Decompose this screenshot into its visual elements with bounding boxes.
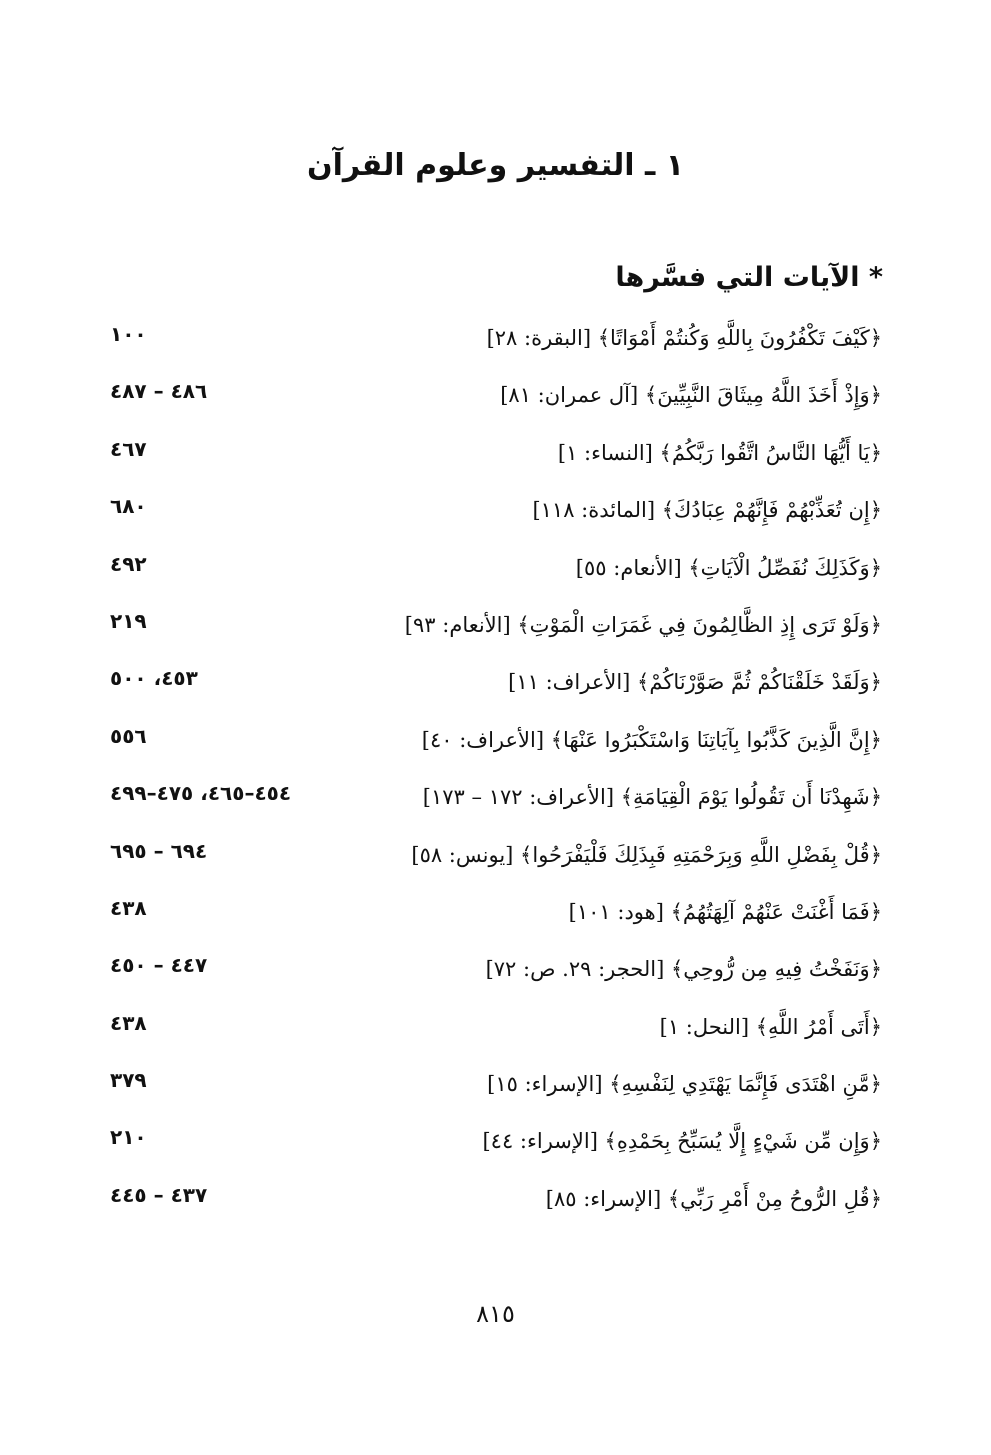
index-row	[110, 552, 882, 609]
page-references: ٤٤٧ – ٤٥٠	[110, 953, 208, 978]
page-references: ٤٩٢	[110, 551, 147, 576]
verse-entry: ﴿كَيْفَ تَكْفُرُونَ بِاللَّهِ وَكُنتُمْ أَمْوَاتًا﴾ [البقرة: ٢٨]	[486, 326, 882, 350]
page-number: ٨١٥	[476, 1300, 515, 1328]
page-references: ٤٥٣، ٥٠٠	[110, 666, 198, 691]
page-references: ٤٣٨	[110, 1010, 147, 1035]
index-row	[110, 437, 882, 494]
index-row	[110, 494, 882, 551]
verse-entry: ﴿قُلِ الرُّوحُ مِنْ أَمْرِ رَبِّي﴾ [الإسراء: ٨٥]	[545, 1186, 882, 1211]
page-references: ٢١٩	[110, 608, 147, 633]
page-references: ٤٨٦ – ٤٨٧	[110, 379, 208, 404]
index-row	[110, 1068, 882, 1125]
index-row	[110, 1125, 882, 1182]
page-references: ٥٥٦	[110, 723, 147, 748]
verse-entry: ﴿وَلَوْ تَرَى إِذِ الظَّالِمُونَ فِي غَمَرَاتِ الْمَوْتِ﴾ [الأنعام: ٩٣]	[404, 612, 882, 637]
verse-entry: ﴿وَكَذَلِكَ نُفَصِّلُ الْآيَاتِ﴾ [الأنعام: ٥٥]	[575, 555, 882, 580]
verse-entry: ﴿أَتَى أَمْرُ اللَّهِ﴾ [النحل: ١]	[659, 1014, 882, 1039]
page-references: ٤٣٧ – ٤٤٥	[110, 1182, 208, 1207]
page-references: ٦٨٠	[110, 494, 147, 519]
page-references: ١٠٠	[110, 322, 147, 346]
index-row	[110, 839, 882, 896]
page-references: ٤٣٨	[110, 895, 147, 920]
verse-entry: ﴿قُلْ بِفَضْلِ اللَّهِ وَبِرَحْمَتِهِ فَبِذَلِكَ فَلْيَفْرَحُوا﴾ [يونس: ٥٨]	[411, 842, 882, 867]
index-row	[110, 322, 882, 379]
verse-entry: ﴿وَإِن مِّن شَيْءٍ إِلَّا يُسَبِّحُ بِحَمْدِهِ﴾ [الإسراء: ٤٤]	[482, 1129, 882, 1154]
verse-entry: ﴿مَّنِ اهْتَدَى فَإِنَّمَا يَهْتَدِي لِنَفْسِهِ﴾ [الإسراء: ١٥]	[487, 1072, 882, 1097]
index-row	[110, 896, 882, 953]
page-references: ٣٧٩	[110, 1068, 147, 1093]
section-heading: * الآيات التي فسَّرها	[615, 262, 883, 293]
verse-entry: ﴿وَنَفَخْتُ فِيهِ مِن رُّوحِي﴾ [الحجر: ٢٩. ص: ٧٢]	[485, 957, 882, 982]
verse-entry: ﴿وَإِذْ أَخَذَ اللَّهُ مِيثَاقَ النَّبِيِّينَ﴾ [آل عمران: ٨١]	[500, 383, 882, 408]
chapter-title: ١ ـ التفسير وعلوم القرآن	[306, 148, 685, 183]
verse-entry: ﴿يَا أَيُّهَا النَّاسُ اتَّقُوا رَبَّكُمُ﴾ [النساء: ١]	[557, 440, 882, 465]
index-row	[110, 953, 882, 1010]
index-row	[110, 1011, 882, 1068]
index-row	[110, 781, 882, 838]
verse-entry: ﴿فَمَا أَغْنَتْ عَنْهُمْ آلِهَتُهُمُ﴾ [هود: ١٠١]	[568, 899, 882, 924]
verse-entry: ﴿إِنَّ الَّذِينَ كَذَّبُوا بِآيَاتِنَا وَاسْتَكْبَرُوا عَنْهَا﴾ [الأعراف: ٤٠]	[421, 727, 882, 752]
page-references: ٤٦٧	[110, 436, 147, 461]
index-row	[110, 379, 882, 436]
index-row	[110, 724, 882, 781]
index-row	[110, 1183, 882, 1240]
verse-entry: ﴿شَهِدْنَا أَن تَقُولُوا يَوْمَ الْقِيَامَةِ﴾ [الأعراف: ١٧٢ – ١٧٣]	[422, 785, 882, 810]
verse-entry: ﴿وَلَقَدْ خَلَقْنَاكُمْ ثُمَّ صَوَّرْنَاكُمْ﴾ [الأعراف: ١١]	[508, 670, 882, 695]
index-row	[110, 609, 882, 666]
verse-entry: ﴿إِن تُعَذِّبْهُمْ فَإِنَّهُمْ عِبَادُكَ﴾ [المائدة: ١١٨]	[532, 498, 882, 523]
verse-index-list	[110, 322, 882, 1240]
page-references: ٦٩٤ – ٦٩٥	[110, 838, 208, 863]
index-row	[110, 666, 882, 723]
page-references: ٤٥٤–٤٦٥، ٤٧٥–٤٩٩	[110, 781, 292, 806]
page-references: ٢١٠	[110, 1125, 147, 1150]
